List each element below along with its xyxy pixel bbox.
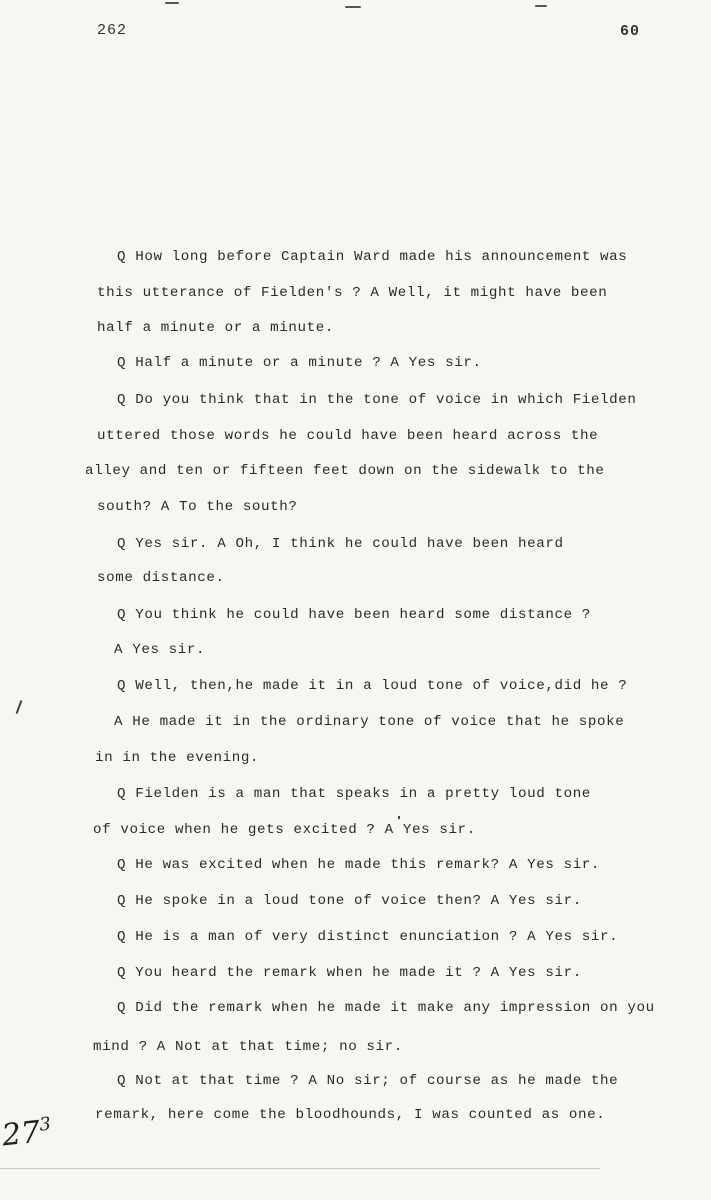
text-line: of voice when he gets excited ? A Yes sir. — [93, 822, 476, 838]
text-line: in in the evening. — [95, 750, 260, 766]
handwritten-page-number: $27^3$ — [0, 1113, 52, 1154]
text-line: Q Not at that time ? A No sir; of course as he made the — [117, 1073, 619, 1089]
top-scan-mark — [165, 2, 179, 4]
text-line: half a minute or a minute. — [97, 320, 334, 336]
text-line: A He made it in the ordinary tone of voice that he spoke — [114, 714, 625, 730]
page-number-left: 262 — [97, 22, 128, 39]
stray-ink-mark — [398, 816, 400, 819]
text-line: alley and ten or fifteen feet down on the sidewalk to the — [85, 463, 605, 479]
top-scan-mark — [345, 6, 361, 8]
text-line: Q You think he could have been heard some distance ? — [117, 607, 591, 623]
page-number-right: 60 — [620, 23, 641, 40]
bottom-edge-rule — [0, 1168, 600, 1169]
text-line: Q He spoke in a loud tone of voice then? A Yes sir. — [117, 893, 582, 909]
text-line: Q You heard the remark when he made it ? A Yes sir. — [117, 965, 582, 981]
text-line: Q Fielden is a man that speaks in a pretty loud tone — [117, 786, 591, 802]
text-line: south? A To the south? — [97, 499, 298, 515]
top-scan-mark — [535, 5, 547, 7]
stray-ink-mark — [16, 700, 23, 714]
text-line: Q Do you think that in the tone of voice in which Fielden — [117, 392, 637, 408]
text-line: Q Half a minute or a minute ? A Yes sir. — [117, 355, 482, 371]
text-line: Q He is a man of very distinct enunciation ? A Yes sir. — [117, 929, 619, 945]
text-line: Q He was excited when he made this remark? A Yes sir. — [117, 857, 601, 873]
text-line: Q How long before Captain Ward made his announcement was — [117, 249, 628, 265]
text-line: Q Did the remark when he made it make any impression on you — [117, 1000, 655, 1016]
text-line: uttered those words he could have been heard across the — [97, 428, 599, 444]
text-line: this utterance of Fielden's ? A Well, it might have been — [97, 285, 608, 301]
text-line: A Yes sir. — [114, 642, 206, 658]
text-line: Q Yes sir. A Oh, I think he could have been heard — [117, 536, 564, 552]
text-line: remark, here come the bloodhounds, I was counted as one. — [95, 1107, 606, 1123]
text-line: some distance. — [97, 570, 225, 586]
text-line: Q Well, then,he made it in a loud tone of voice,did he ? — [117, 678, 628, 694]
text-line: mind ? A Not at that time; no sir. — [93, 1039, 403, 1055]
